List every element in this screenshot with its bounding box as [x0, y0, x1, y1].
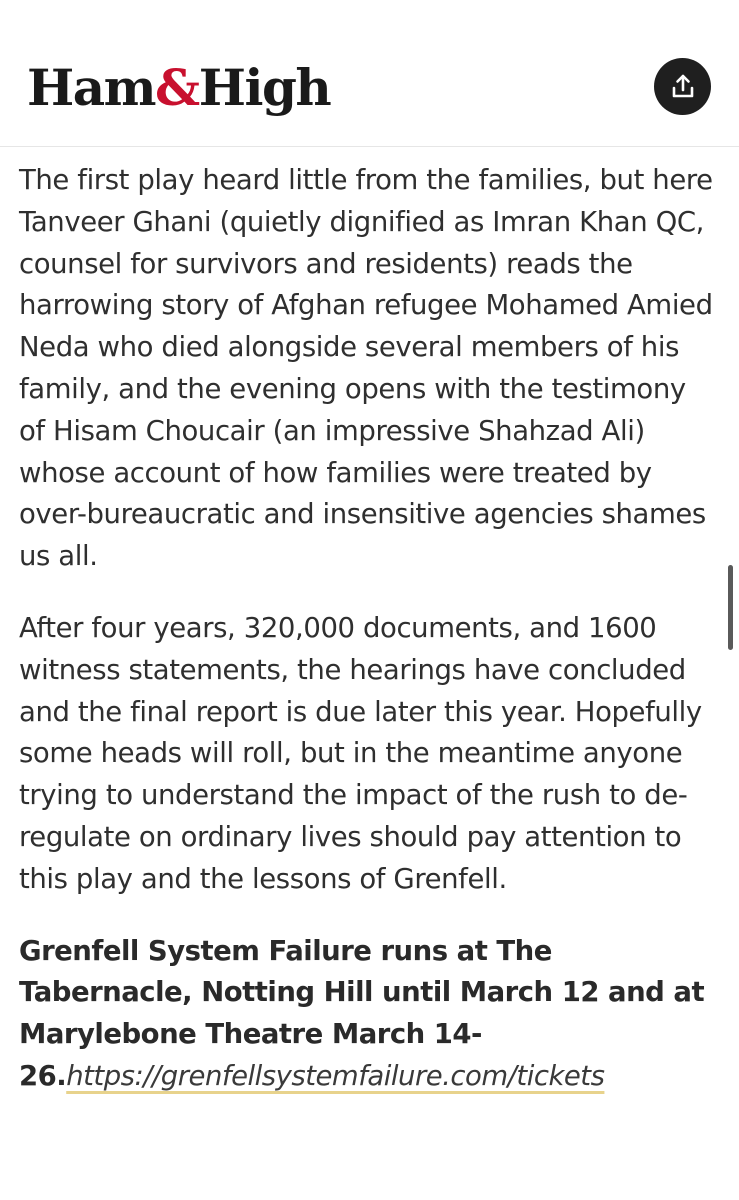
article-paragraph: The first play heard little from the families, but here Tanveer Ghani (quietly dignified as Imran Khan QC, counsel for survivors and residents) reads the harrowing story of Afghan refugee Mohamed Amied Neda who died alongside several members of his family, and the evening opens with the testimony of Hisam Choucair (an impressive Shahzad Ali) whose account of how families were treated by over-bureaucratic and insensitive agencies shames us all.: [19, 164, 713, 573]
logo-ampersand: &: [155, 58, 199, 117]
site-header: [0, 0, 739, 147]
site-logo[interactable]: [27, 56, 330, 120]
logo-text-ham: Ham: [27, 58, 156, 117]
tickets-link[interactable]: https://grenfellsystemfailure.com/tickets: [66, 1059, 605, 1092]
share-upload-icon: [668, 72, 698, 102]
logo-text-high: High: [198, 58, 331, 117]
scrollbar-thumb[interactable]: [728, 565, 733, 650]
share-button[interactable]: [654, 58, 711, 115]
article-paragraph: After four years, 320,000 documents, and 1600 witness statements, the hearings have concluded and the final report is due later this year. Hopefully some heads will roll, but in the meantime anyone trying to understand the impact of the rush to de-regulate on ordinary lives should pay attention to this play and the lessons of Grenfell.: [19, 611, 702, 895]
ticket-info-text: Grenfell System Failure runs at The Tabernacle, Notting Hill until March 12 and at Marylebone Theatre March 14-26.: [19, 934, 705, 1092]
ticket-info: [19, 931, 719, 1098]
article-body: [19, 160, 719, 1098]
